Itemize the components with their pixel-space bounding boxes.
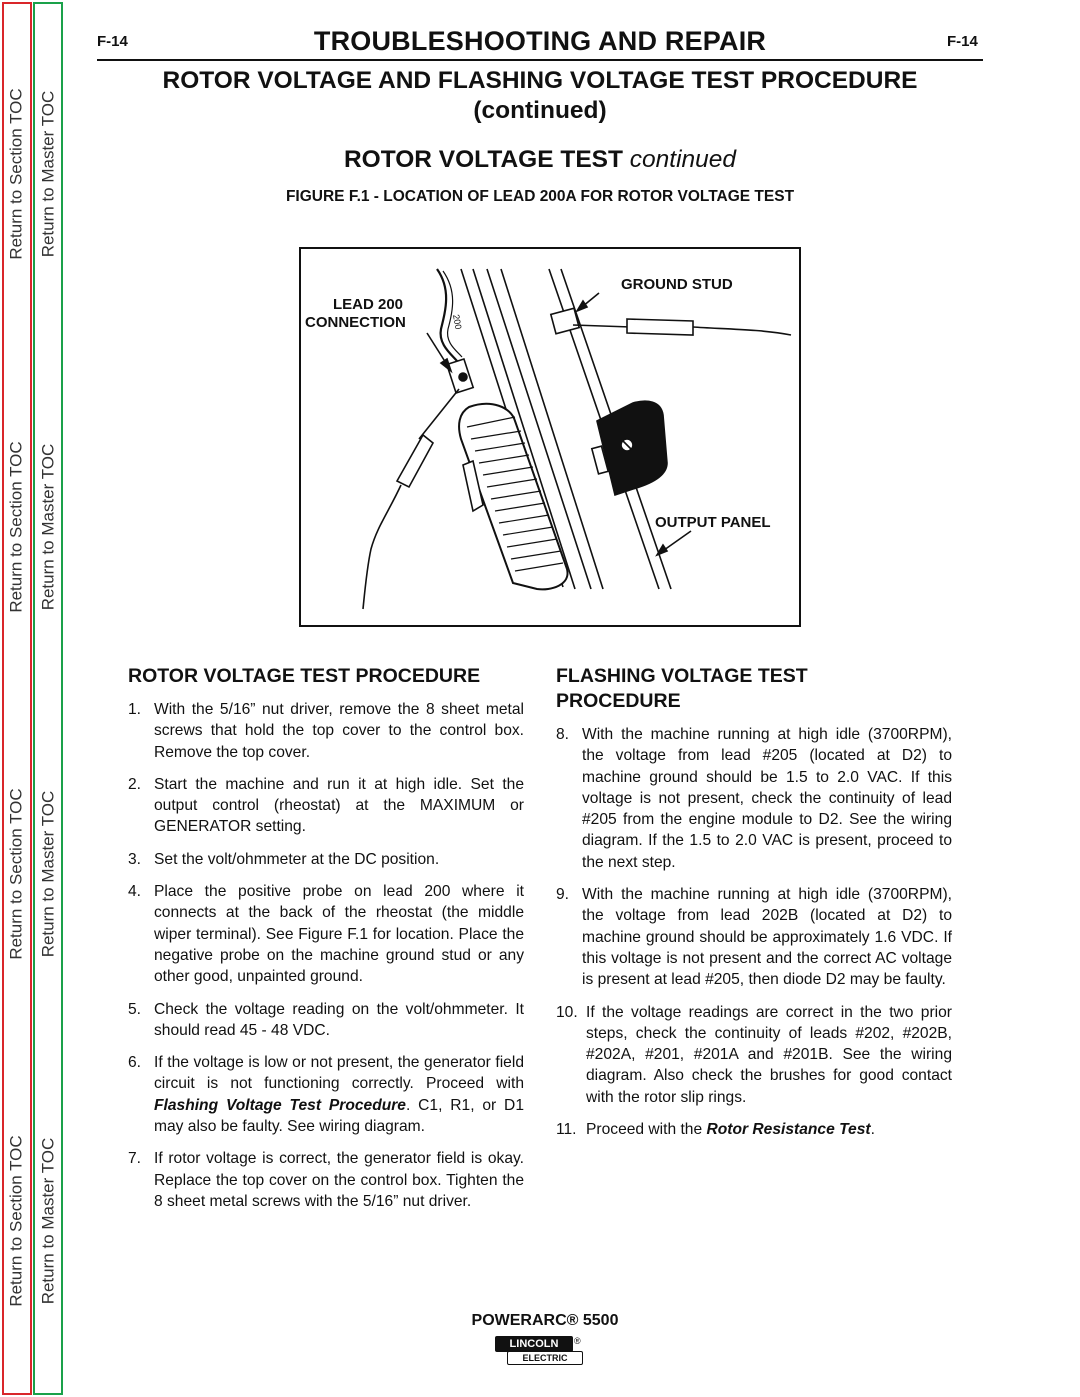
page-code-right: F-14 bbox=[947, 33, 978, 50]
flashing-voltage-procedure bbox=[556, 664, 952, 1140]
header-rule bbox=[97, 59, 983, 61]
list-item: 2. Start the machine and run it at high idle. Set the output control (rheostat) at the MAXIMUM or GENERATOR setting. bbox=[128, 775, 524, 836]
section-toc-link[interactable]: Return to Section TOC bbox=[7, 441, 27, 613]
rotor-resistance-reference[interactable]: Rotor Resistance Test bbox=[706, 1121, 871, 1139]
ground-stud-label: GROUND STUD bbox=[621, 276, 733, 293]
list-item: 3. Set the volt/ohmmeter at the DC position. bbox=[128, 850, 440, 868]
master-toc-sidebar bbox=[33, 2, 63, 1395]
section-heading: ROTOR VOLTAGE AND FLASHING VOLTAGE TEST PROCEDURE bbox=[162, 67, 918, 94]
master-toc-link[interactable]: Return to Master TOC bbox=[38, 1137, 58, 1305]
section-toc-link[interactable]: Return to Section TOC bbox=[7, 788, 27, 960]
list-item: 8. With the machine running at high idle (3700RPM), the voltage from lead #205 (located at D2) to machine ground should be 1.5 to 2.0 VAC. If this voltage is not present, check the continuity of lead #205 from the engine module to D2. See the wiring diagram. If the 1.5 to 2.0 VAC is present, proceed to the next step. bbox=[556, 726, 952, 871]
list-item: 9. With the machine running at high idle (3700RPM), the voltage from lead 202B (located at D2) to machine ground should be approximately 1.6 VDC. If this voltage is not present and the correct AC voltage is present at lead #205, then diode D2 may be faulty. bbox=[556, 886, 952, 989]
rotor-voltage-illustration bbox=[301, 249, 799, 625]
wire-mark-label: 200 bbox=[451, 313, 464, 331]
list-item: 7. If rotor voltage is correct, the generator field is okay. Replace the top cover on the control box. Tighten the 8 sheet metal screws with the 5/16” nut driver. bbox=[128, 1150, 524, 1210]
lincoln-electric-logo bbox=[495, 1336, 591, 1366]
logo-lincoln: LINCOLN bbox=[495, 1336, 573, 1352]
lead-label-line1: LEAD 200 bbox=[333, 296, 404, 313]
figure-caption: FIGURE F.1 - LOCATION OF LEAD 200A FOR ROTOR VOLTAGE TEST bbox=[285, 188, 795, 205]
subsection-title: ROTOR VOLTAGE TEST bbox=[343, 146, 623, 173]
page-code-left: F-14 bbox=[97, 33, 128, 50]
section-toc-sidebar bbox=[2, 2, 32, 1395]
list-item: 1. With the 5/16” nut driver, remove the 8 sheet metal screws that hold the top cover to the control box. Remove the top cover. bbox=[128, 701, 524, 761]
section-toc-link[interactable]: Return to Section TOC bbox=[7, 1135, 27, 1307]
figure-f1 bbox=[299, 247, 801, 627]
logo-electric: ELECTRIC bbox=[507, 1351, 583, 1365]
page-title: TROUBLESHOOTING AND REPAIR bbox=[313, 26, 767, 56]
master-toc-link[interactable]: Return to Master TOC bbox=[38, 790, 58, 958]
lead-label-line2: CONNECTION bbox=[305, 314, 406, 331]
section-heading-continued: (continued) bbox=[473, 97, 607, 124]
list-item: 4. Place the positive probe on lead 200 where it connects at the back of the rheostat (the middle wiper terminal). See Figure F.1 for location. Place the negative probe on the machine ground stud or any other good, unpainted ground. bbox=[128, 883, 524, 986]
list-item: 10. If the voltage readings are correct in the two prior steps, check the continuity of leads #202, #202B, #202A, #201, #201A and #201B. See the wiring diagram. Also check the brushes for good contact with the rotor slip rings. bbox=[556, 1003, 952, 1106]
left-column-heading: ROTOR VOLTAGE TEST PROCEDURE bbox=[128, 665, 481, 687]
master-toc-link[interactable]: Return to Master TOC bbox=[38, 443, 58, 611]
list-item: 5. Check the voltage reading on the volt/ohmmeter. It should read 45 - 48 VDC. bbox=[128, 1000, 524, 1039]
list-item: 6. If the voltage is low or not present, the generator field circuit is not functioning correctly. Proceed with Flashing Voltage Test Procedure. C1, R1, or D1 may also be faulty. See wiring diagram. bbox=[128, 1054, 524, 1136]
right-column-heading-line1: FLASHING VOLTAGE TEST bbox=[556, 665, 808, 687]
model-name: POWERARC® 5500 bbox=[471, 1312, 619, 1329]
master-toc-link[interactable]: Return to Master TOC bbox=[38, 90, 58, 258]
flashing-test-reference[interactable]: Flashing Voltage Test Procedure bbox=[154, 1096, 406, 1114]
subsection-heading bbox=[97, 146, 983, 174]
rotor-voltage-procedure bbox=[128, 664, 524, 1212]
logo-registered: ® bbox=[574, 1336, 581, 1346]
right-column-heading-line2: PROCEDURE bbox=[556, 690, 681, 712]
section-toc-link[interactable]: Return to Section TOC bbox=[7, 88, 27, 260]
subsection-continued: continued bbox=[629, 146, 737, 173]
output-panel-label: OUTPUT PANEL bbox=[655, 514, 771, 531]
list-item: 11. Proceed with the Rotor Resistance Test. bbox=[556, 1121, 875, 1139]
